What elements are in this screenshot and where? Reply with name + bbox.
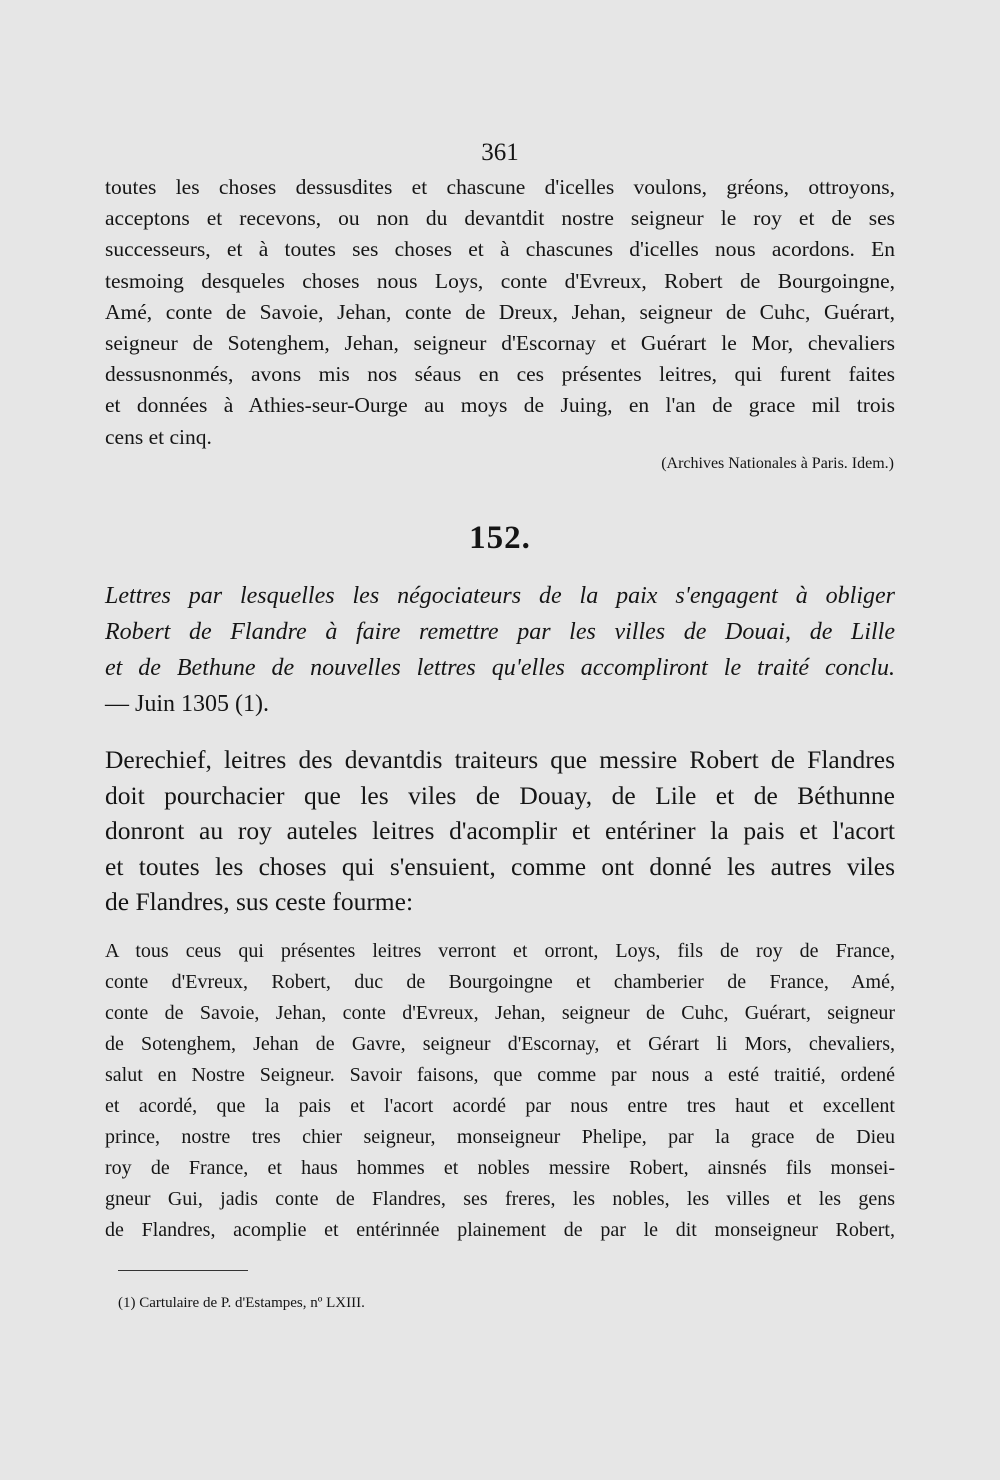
footnote: (1) Cartulaire de P. d'Estampes, nº LXIII.	[118, 1295, 365, 1311]
text-line: de Sotenghem, Jehan de Gavre, seigneur d'Escornay, et Gérart li Mors, chevaliers,	[105, 1033, 895, 1055]
text-line: seigneur de Sotenghem, Jehan, seigneur d'Escornay et Guérart le Mor, chevaliers	[105, 331, 895, 356]
summary-line: Lettres par lesquelles les négociateurs de la paix s'engagent à obliger	[105, 583, 895, 609]
text-line: et acordé, que la pais et l'acort acordé par nous entre tres haut et excellent	[105, 1095, 895, 1117]
summary-line: et de Bethune de nouvelles lettres qu'elles accompliront le traité conclu.	[105, 655, 895, 681]
document-number: 152.	[469, 520, 531, 556]
text-line: roy de France, et haus hommes et nobles messire Robert, ainsnés fils monsei-	[105, 1157, 895, 1179]
intro-paragraph	[105, 742, 895, 920]
text-line: conte de Savoie, Jehan, conte d'Evreux, Jehan, seigneur de Cuhc, Guérart, seigneur	[105, 1002, 895, 1024]
text-line: toutes les choses dessusdites et chascune d'icelles voulons, gréons, ottroyons,	[105, 175, 895, 199]
document-summary	[105, 578, 895, 722]
text-line: Derechief, leitres des devantdis traiteurs que messire Robert de Flandres	[105, 745, 895, 774]
text-line: de Flandres, sus ceste fourme:	[105, 887, 414, 916]
text-line: et toutes les choses qui s'ensuient, comme ont donné les autres viles	[105, 851, 895, 881]
text-line: doit pourchacier que les viles de Douay, de Lile et de Béthunne	[105, 780, 895, 810]
text-line: dessusnonmés, avons mis nos séaus en ces présentes leitres, qui furent faites	[105, 362, 895, 387]
text-line: Amé, conte de Savoie, Jehan, conte de Dreux, Jehan, seigneur de Cuhc, Guérart,	[105, 299, 895, 324]
footnote-divider	[118, 1270, 248, 1271]
text-line: cens et cinq.	[105, 424, 212, 449]
text-line: et données à Athies-seur-Ourge au moys de Juing, en l'an de grace mil trois	[105, 393, 895, 418]
source-citation: (Archives Nationales à Paris. Idem.)	[661, 455, 894, 472]
summary-date-line: — Juin 1305 (1).	[105, 691, 269, 717]
text-line: acceptons et recevons, ou non du devantdit nostre seigneur le roy et de ses	[105, 206, 895, 231]
page-number: 361	[481, 139, 519, 166]
paragraph-continued	[105, 172, 895, 453]
text-line: successeurs, et à toutes ses choses et à chascunes d'icelles nous acordons. En	[105, 237, 895, 262]
text-line: prince, nostre tres chier seigneur, monseigneur Phelipe, par la grace de Dieu	[105, 1126, 895, 1148]
charter-text	[105, 936, 895, 1246]
text-line: salut en Nostre Seigneur. Savoir faisons, que comme par nous a esté traitié, ordené	[105, 1064, 895, 1086]
text-line: gneur Gui, jadis conte de Flandres, ses freres, les nobles, les villes et les gens	[105, 1188, 895, 1210]
text-line: tesmoing desqueles choses nous Loys, conte d'Evreux, Robert de Bourgoingne,	[105, 268, 895, 293]
text-line: de Flandres, acomplie et entérinnée plainement de par le dit monseigneur Robert,	[105, 1219, 895, 1241]
text-line: A tous ceus qui présentes leitres verront et orront, Loys, fils de roy de France,	[105, 940, 895, 962]
text-line: donront au roy auteles leitres d'acomplir et entériner la pais et l'acort	[105, 816, 895, 845]
summary-line: Robert de Flandre à faire remettre par les villes de Douai, de Lille	[105, 619, 895, 645]
text-line: conte d'Evreux, Robert, duc de Bourgoingne et chamberier de France, Amé,	[105, 971, 895, 993]
